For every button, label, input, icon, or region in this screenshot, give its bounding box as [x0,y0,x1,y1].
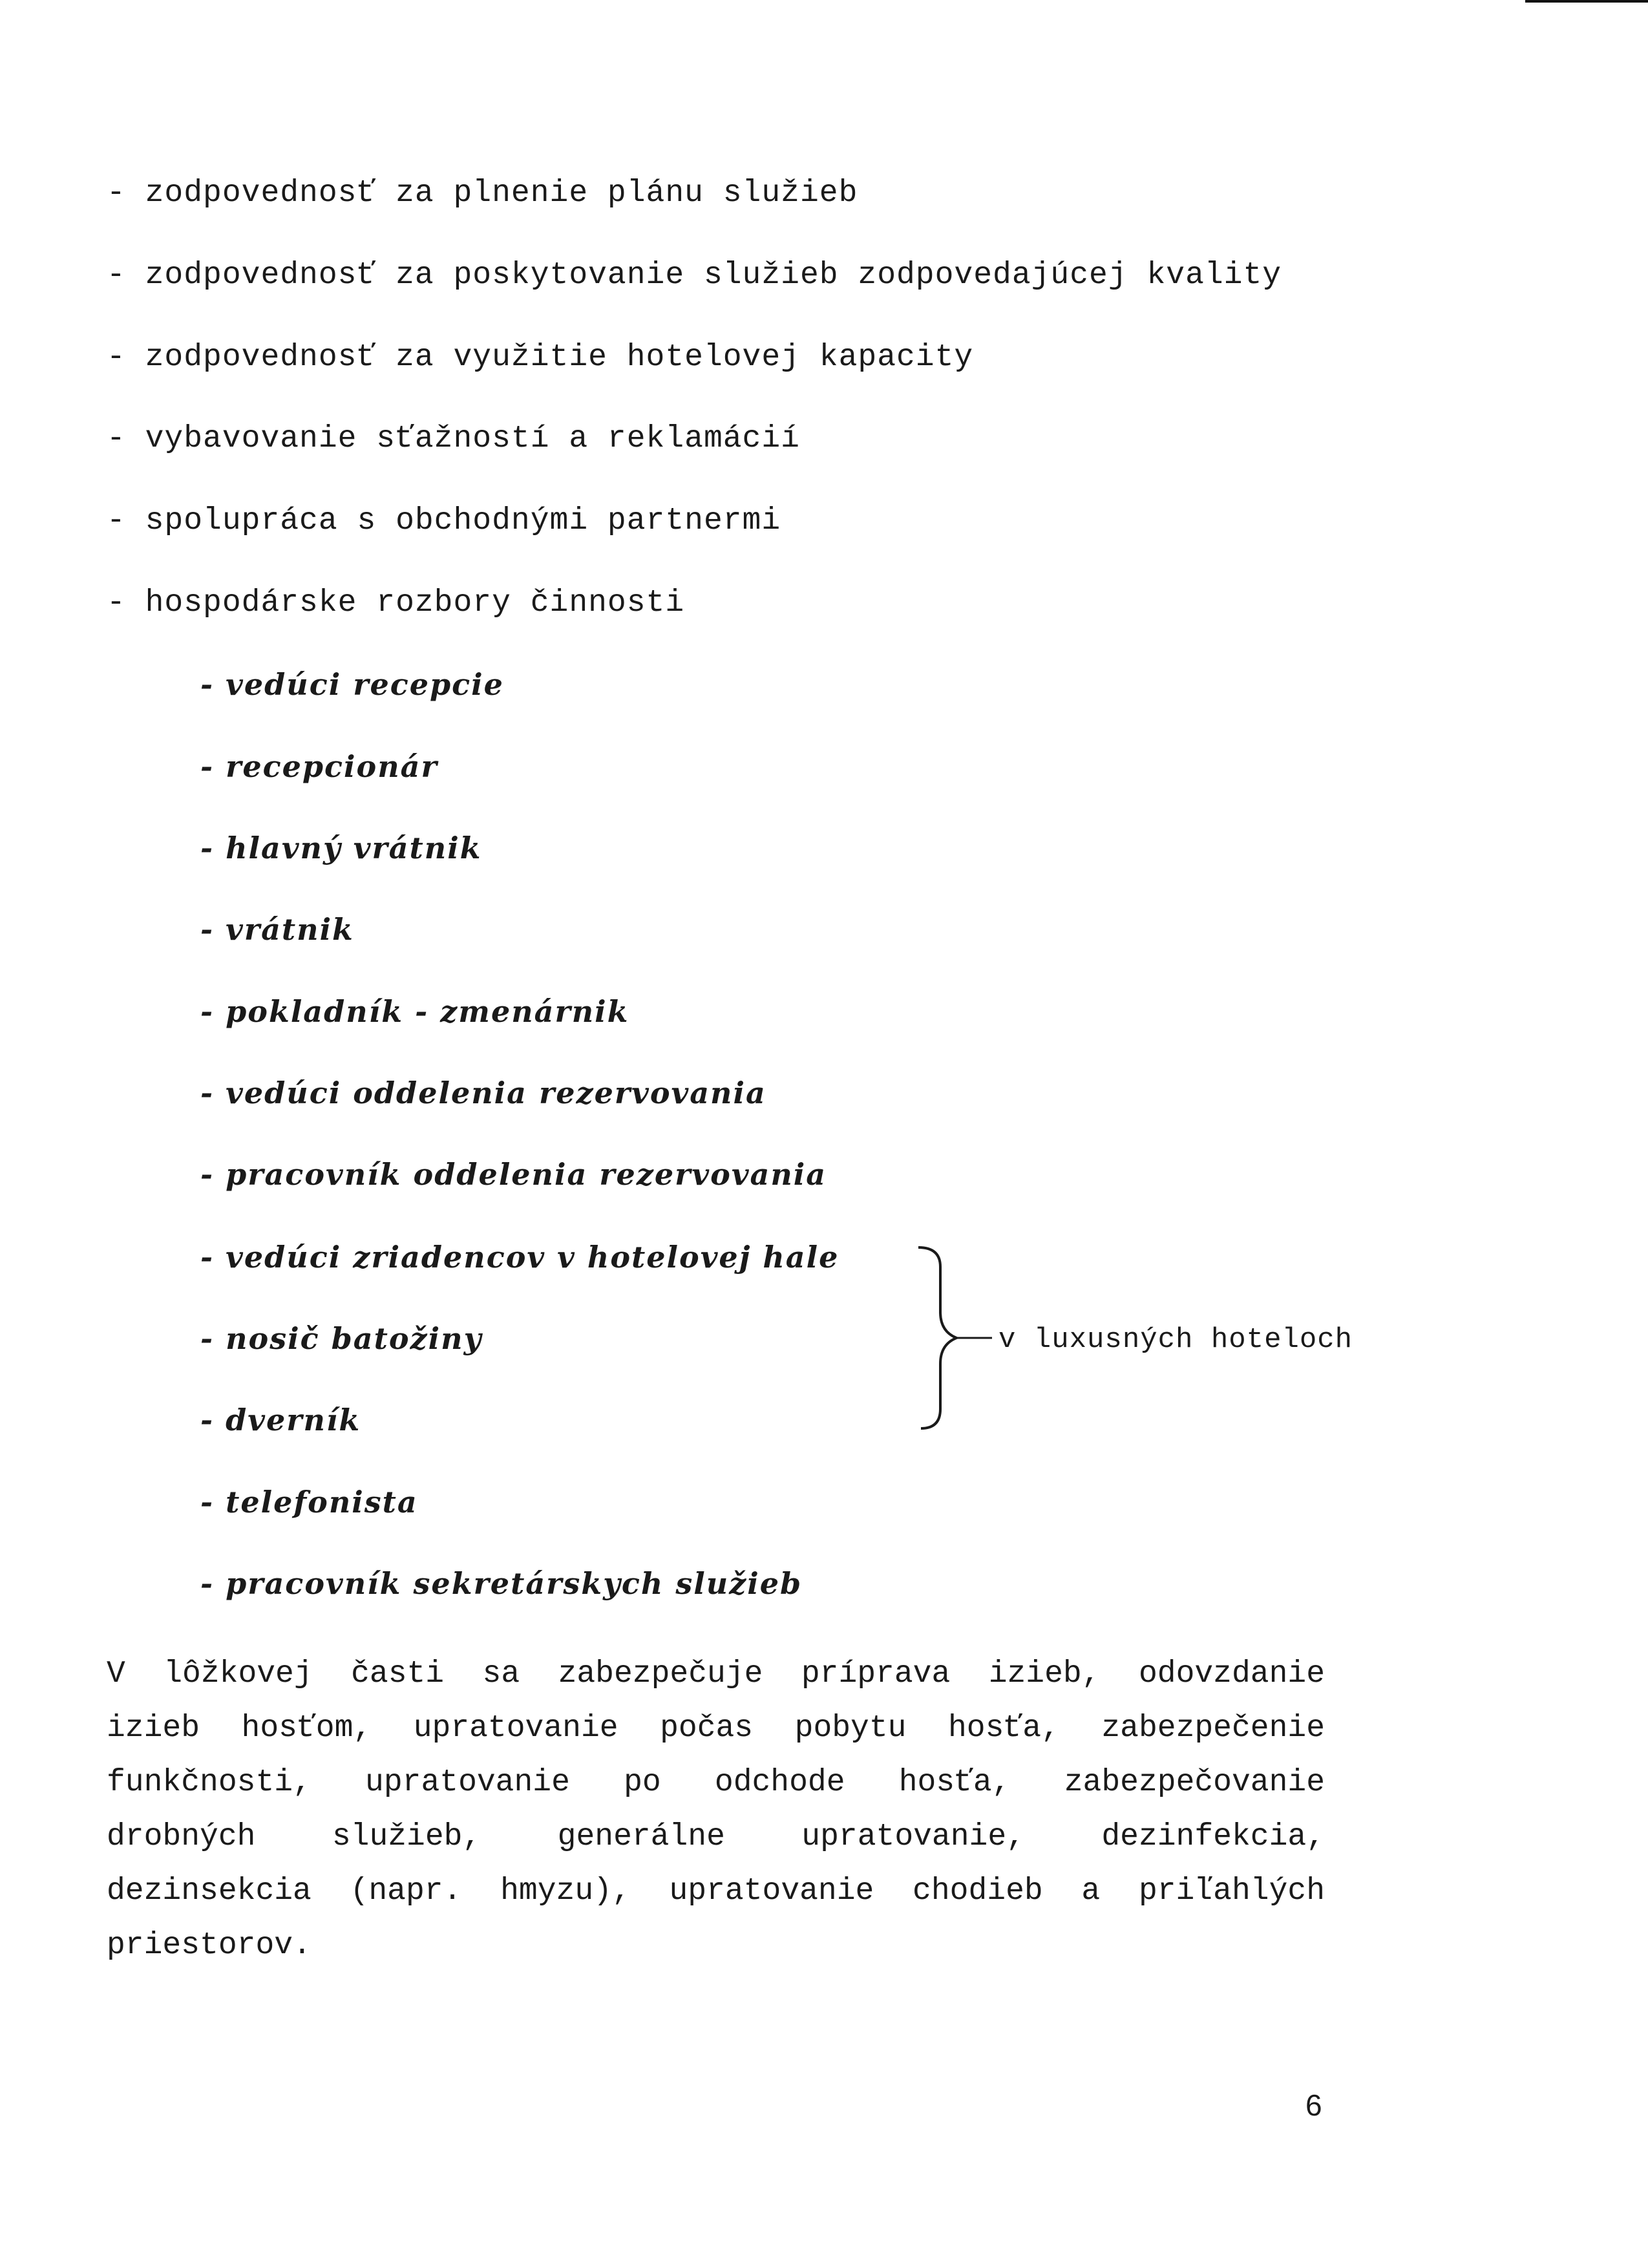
scan-edge-mark [1525,0,1648,3]
position-item: - telefonista [200,1485,418,1520]
position-item: - vedúci oddelenia rezervovania [200,1076,766,1110]
duty-item: - zodpovednosť za poskytovanie služieb zodpovedajúcej kvality [107,258,1282,293]
position-item: - vrátnik [200,912,354,947]
brace-label: v luxusných hoteloch [998,1324,1353,1356]
body-paragraph [107,1647,1325,1973]
position-item: - vedúci zriadencov v hotelovej hale [200,1240,840,1275]
position-item: - pracovník oddelenia rezervovania [200,1157,827,1192]
page-number: 6 [1305,2088,1322,2122]
position-item: - dverník [200,1403,361,1437]
duty-item: - hospodárske rozbory činnosti [107,586,685,620]
duty-item: - zodpovednosť za využitie hotelovej kapacity [107,340,974,375]
paragraph-line: dezinsekcia (napr. hmyzu), upratovanie chodieb a priľahlých [107,1874,1325,1909]
position-item: - vedúci recepcie [200,667,504,702]
position-item: - recepcionár [200,749,438,784]
position-item: - nosič batožiny [200,1321,483,1356]
paragraph-line: izieb hosťom, upratovanie počas pobytu hosťa, zabezpečenie [107,1711,1325,1746]
paragraph-line: V lôžkovej časti sa zabezpečuje príprava izieb, odovzdanie [107,1657,1325,1691]
paragraph-line: priestorov. [107,1928,312,1963]
position-item: - pokladník - zmenárnik [200,994,629,1029]
position-item: - hlavný vrátnik [200,831,482,865]
duty-item: - zodpovednosť za plnenie plánu služieb [107,176,858,211]
duty-item: - spolupráca s obchodnými partnermi [107,503,781,538]
paragraph-line: funkčnosti, upratovanie po odchode hosťa, zabezpečovanie [107,1765,1325,1800]
position-item: - pracovník sekretárskych služieb [200,1566,803,1601]
duty-item: - vybavovanie sťažností a reklamácií [107,421,800,456]
paragraph-line: drobných služieb, generálne upratovanie, dezinfekcia, [107,1819,1325,1854]
right-brace-icon [914,1241,998,1435]
